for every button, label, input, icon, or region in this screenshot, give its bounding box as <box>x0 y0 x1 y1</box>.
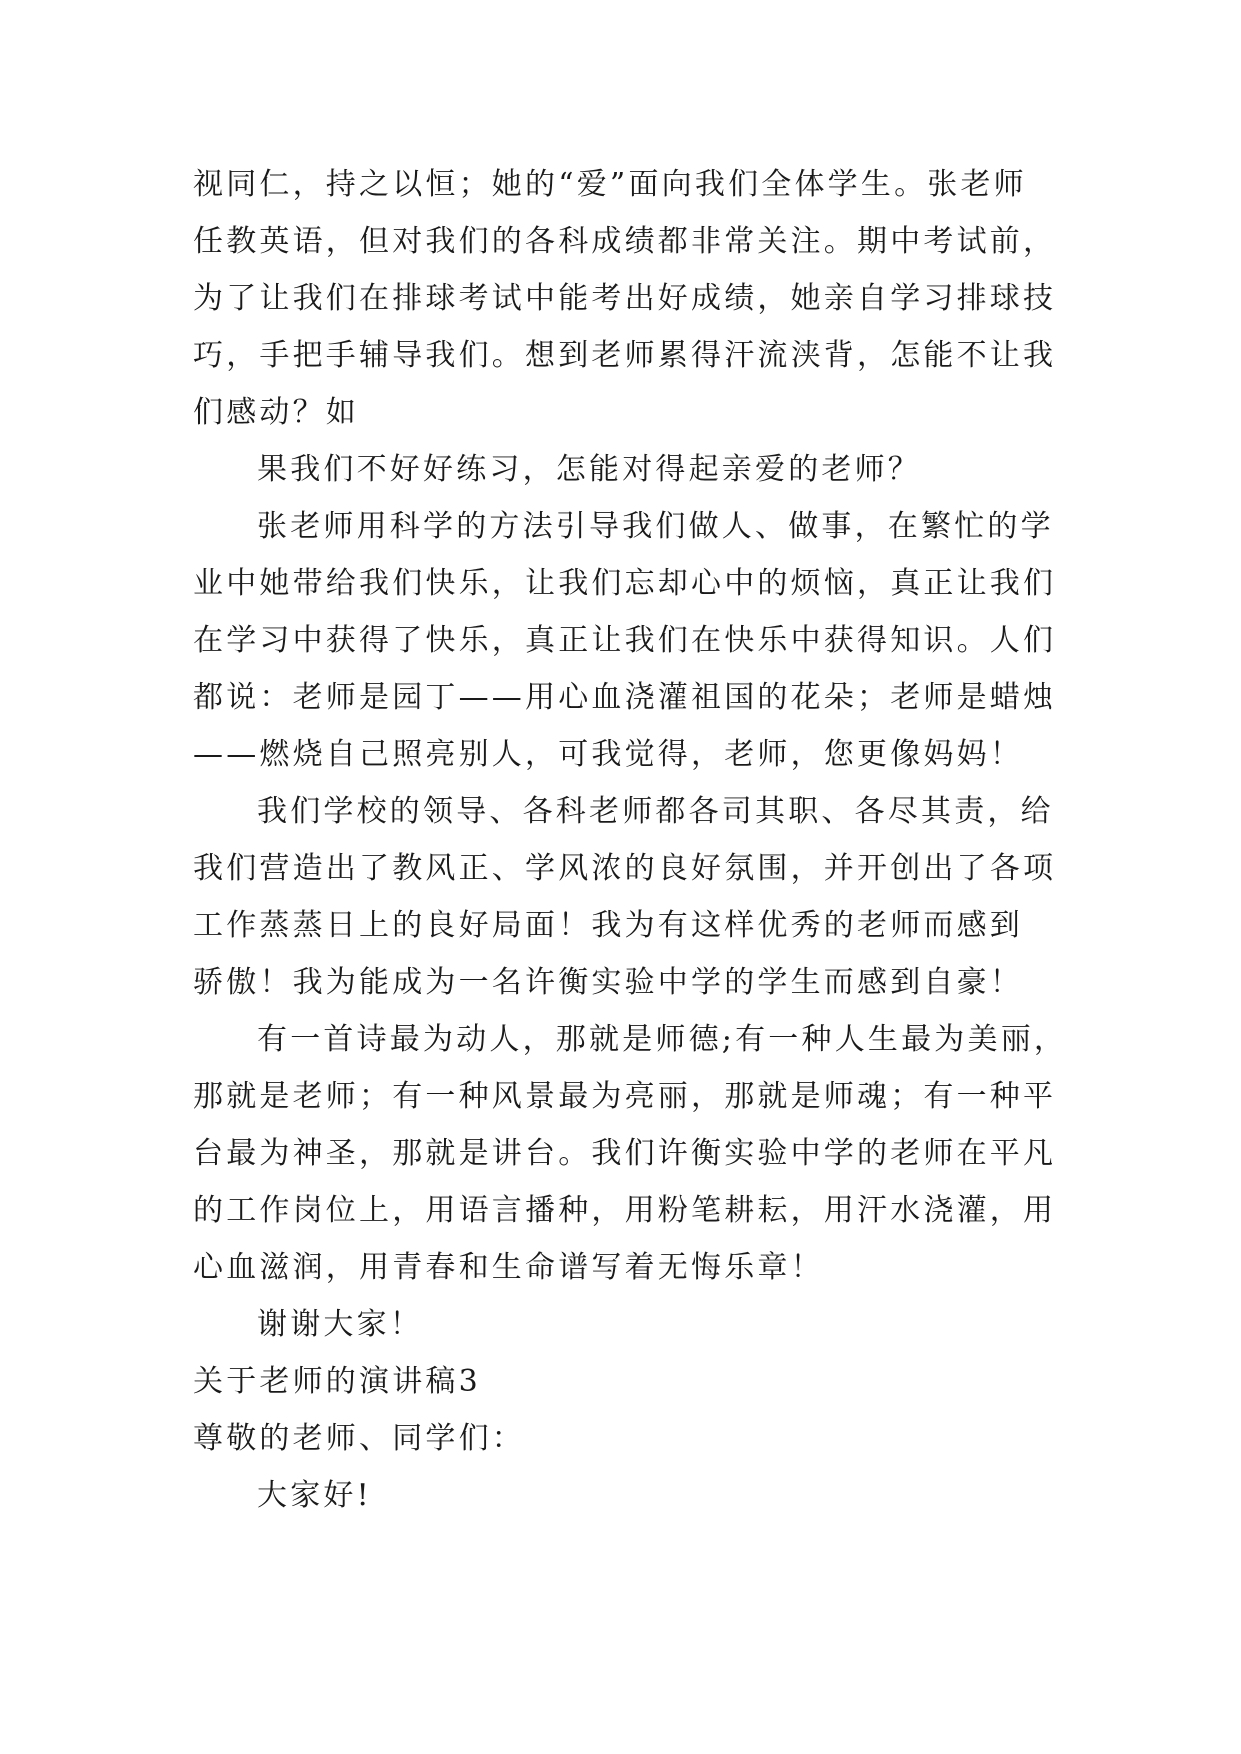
paragraph-line: 们感动？如 <box>193 395 359 430</box>
paragraph-line: 心血滋润，用青春和生命谱写着无悔乐章！ <box>193 1250 824 1285</box>
paragraph-line: 台最为神圣，那就是讲台。我们许衡实验中学的老师在平凡 <box>193 1136 1057 1171</box>
paragraph-line: 我们营造出了教风正、学风浓的良好氛围，并开创出了各项 <box>193 851 1057 886</box>
paragraph-line: 都说：老师是园丁——用心血浇灌祖国的花朵；老师是蜡烛 <box>193 680 1057 715</box>
greeting: 大家好! <box>257 1478 372 1513</box>
paragraph-line: 我们学校的领导、各科老师都各司其职、各尽其责，给 <box>257 794 1054 829</box>
paragraph-line: ——燃烧自己照亮别人，可我觉得，老师，您更像妈妈！ <box>193 737 1023 772</box>
paragraph-line: 任教英语，但对我们的各科成绩都非常关注。期中考试前， <box>193 224 1057 259</box>
section-heading: 关于老师的演讲稿3 <box>193 1364 481 1399</box>
paragraph-line: 视同仁，持之以恒；她的“爱”面向我们全体学生。张老师 <box>193 167 1027 202</box>
paragraph-line: 巧，手把手辅导我们。想到老师累得汗流浃背，怎能不让我 <box>193 338 1057 373</box>
paragraph-line: 为了让我们在排球考试中能考出好成绩，她亲自学习排球技 <box>193 281 1057 316</box>
paragraph-line: 那就是老师；有一种风景最为亮丽，那就是师魂；有一种平 <box>193 1079 1057 1114</box>
paragraph-line: 张老师用科学的方法引导我们做人、做事，在繁忙的学 <box>257 509 1054 544</box>
paragraph-line: 果我们不好好练习，怎能对得起亲爱的老师？ <box>257 452 921 487</box>
paragraph-line: 骄傲！我为能成为一名许衡实验中学的学生而感到自豪！ <box>193 965 1023 1000</box>
paragraph-line: 有一首诗最为动人，那就是师德;有一种人生最为美丽， <box>257 1022 1068 1057</box>
paragraph-line: 业中她带给我们快乐，让我们忘却心中的烦恼，真正让我们 <box>193 566 1057 601</box>
paragraph-line: 在学习中获得了快乐，真正让我们在快乐中获得知识。人们 <box>193 623 1057 658</box>
closing-line: 谢谢大家！ <box>257 1307 423 1342</box>
paragraph-line: 的工作岗位上，用语言播种，用粉笔耕耘，用汗水浇灌，用 <box>193 1193 1057 1228</box>
salutation: 尊敬的老师、同学们： <box>193 1421 525 1456</box>
paragraph-line: 工作蒸蒸日上的良好局面！我为有这样优秀的老师而感到 <box>193 908 1023 943</box>
